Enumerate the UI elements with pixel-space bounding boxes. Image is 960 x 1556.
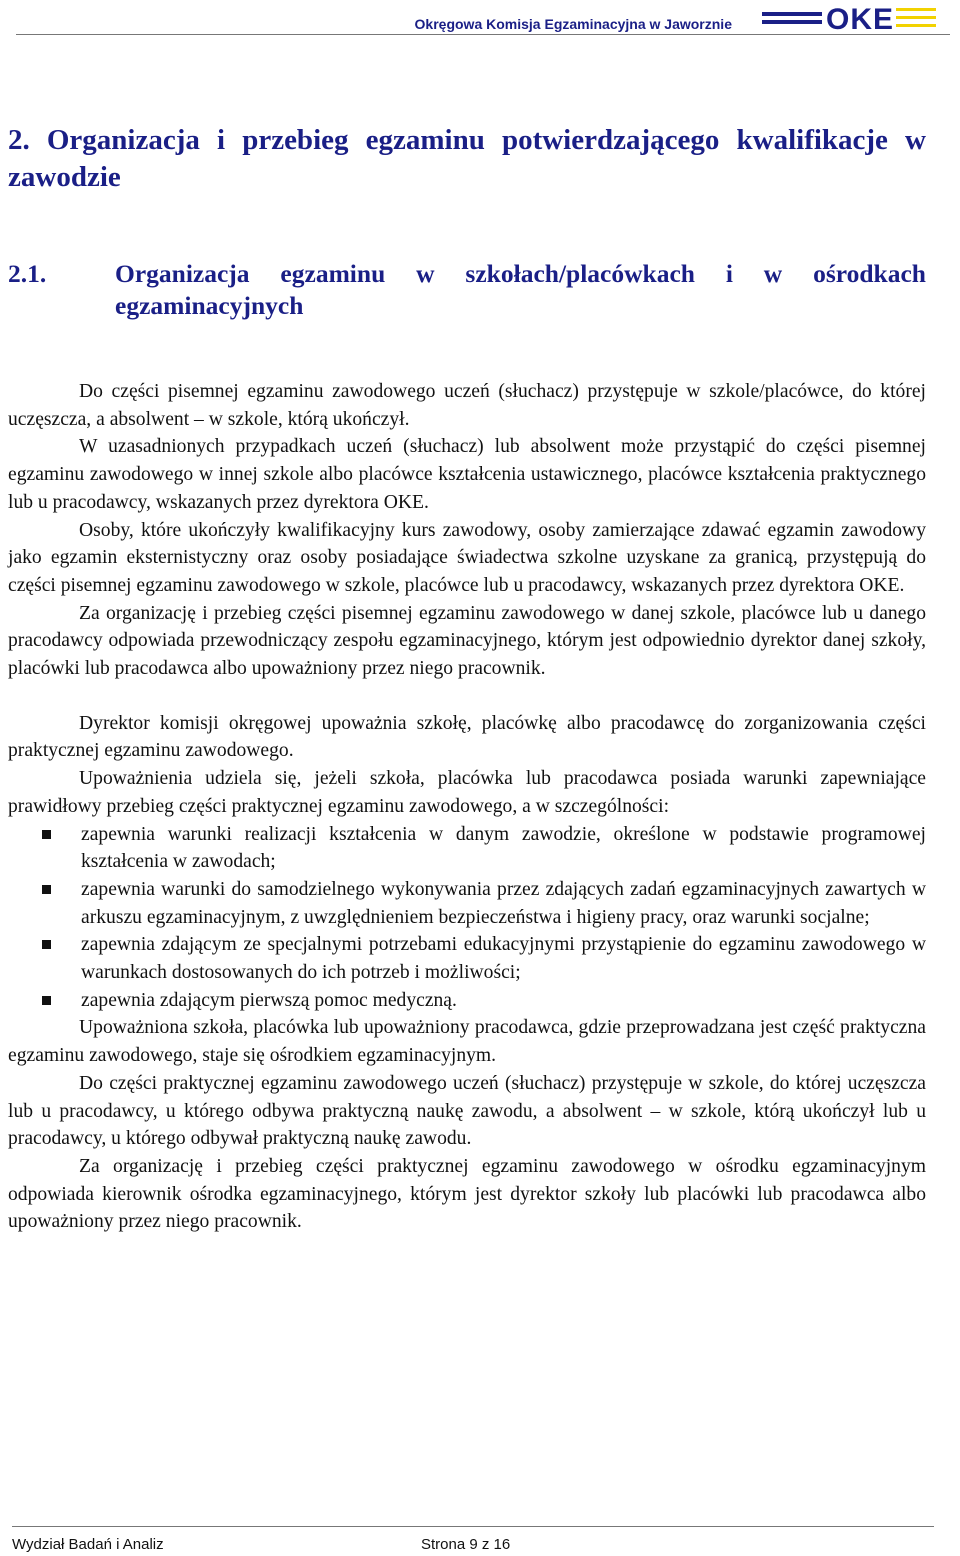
requirements-list (8, 821, 926, 1015)
bullet-square-icon (42, 885, 51, 894)
bullet-square-icon (42, 996, 51, 1005)
bullet-square-icon (42, 940, 51, 949)
logo-text: OKE (826, 4, 895, 32)
list-item: zapewnia zdającym ze specjalnymi potrzebami edukacyjnymi przystąpienie do egzaminu zawodowego w warunkach dostosowanych do ich potrzeb i możliwości; (8, 931, 926, 986)
paragraph: Za organizację i przebieg części praktycznej egzaminu zawodowego w ośrodku egzaminacyjnym odpowiada kierownik ośrodka egzaminacyjnego, którym jest dyrektor szkoły lub placówki lub pracodawca albo upoważniony przez niego pracownik. (8, 1155, 926, 1233)
page-number: Strona 9 z 16 (421, 1536, 511, 1553)
subsection-heading (8, 258, 926, 322)
paragraph: Do części praktycznej egzaminu zawodowego uczeń (słuchacz) przystępuje w szkole, do której uczęszcza lub u pracodawcy, u którego odbywa praktyczną naukę zawodu, a absolwent – w szkole, którą ukończył lub u pracodawcy, u którego odbywał praktyczną naukę zawodu. (8, 1072, 926, 1150)
paragraph: Osoby, które ukończyły kwalifikacyjny kurs zawodowy, osoby zamierzające zdawać egzamin zawodowy jako egzamin eksternistyczny oraz osoby posiadające świadectwa szkolne uzyskane za granicą, przystępują do części pisemnej egzaminu zawodowego w szkole, placówce lub u pracodawcy, wskazanych przez dyrektora OKE. (8, 519, 926, 596)
section-title: Organizacja i przebieg egzaminu potwierdzającego kwalifikacje w zawodzie (8, 124, 926, 193)
paragraph: Upoważniona szkoła, placówka lub upoważniony pracodawca, gdzie przeprowadzana jest część praktyczna egzaminu zawodowego, staje się ośrodkiem egzaminacyjnym. (8, 1017, 926, 1067)
subsection-number: 2.1. (8, 259, 47, 288)
footer-department: Wydział Badań i Analiz (12, 1536, 164, 1553)
oke-logo-icon (762, 4, 950, 32)
paragraph: Dyrektor komisji okręgowej upoważnia szkołę, placówkę albo pracodawcę do zorganizowania części praktycznej egzaminu zawodowego. (8, 712, 926, 762)
section-heading (8, 122, 926, 196)
page-footer (0, 1520, 960, 1556)
paragraph: Upoważnienia udziela się, jeżeli szkoła, placówka lub pracodawca posiada warunki zapewniające prawidłowy przebieg części praktycznej egzaminu zawodowego, a w szczególności: (8, 768, 926, 817)
list-item: zapewnia zdającym pierwszą pomoc medyczną. (8, 987, 926, 1015)
header-title: Okręgowa Komisja Egzaminacyjna w Jaworznie (414, 16, 732, 32)
paragraph: Do części pisemnej egzaminu zawodowego uczeń (słuchacz) przystępuje w szkole/placówce, do której uczęszcza, a absolwent – w szkole, którą ukończył. (8, 381, 926, 430)
paragraph: Za organizację i przebieg części pisemnej egzaminu zawodowego w danej szkole, placówce lub u danego pracodawcy odpowiada przewodniczący zespołu egzaminacyjnego, którym jest odpowiednio dyrektor danej szkoły, placówki lub pracodawca albo upoważniony przez niego pracownik. (8, 602, 926, 680)
footer-rule (12, 1526, 934, 1527)
section-number: 2. (8, 124, 30, 156)
list-item: zapewnia warunki realizacji kształcenia w danym zawodzie, określone w podstawie programowej kształcenia w zawodach; (8, 821, 926, 876)
document-body (8, 122, 926, 1236)
paragraph: W uzasadnionych przypadkach uczeń (słuchacz) lub absolwent może przystąpić do części pisemnej egzaminu zawodowego w innej szkole albo placówce kształcenia ustawicznego, placówce kształcenia praktycznego lub u pracodawcy, wskazanych przez dyrektora OKE. (8, 436, 926, 513)
header-rule (16, 34, 950, 35)
page-header (0, 0, 960, 40)
bullet-square-icon (42, 830, 51, 839)
subsection-title: Organizacja egzaminu w szkołach/placówkach i w ośrodkach egzaminacyjnych (115, 259, 926, 320)
list-item: zapewnia warunki do samodzielnego wykonywania przez zdających zadań egzaminacyjnych zawartych w arkuszu egzaminacyjnym, z uwzględnieniem bezpieczeństwa i higieny pracy, oraz warunki socjalne; (8, 876, 926, 931)
